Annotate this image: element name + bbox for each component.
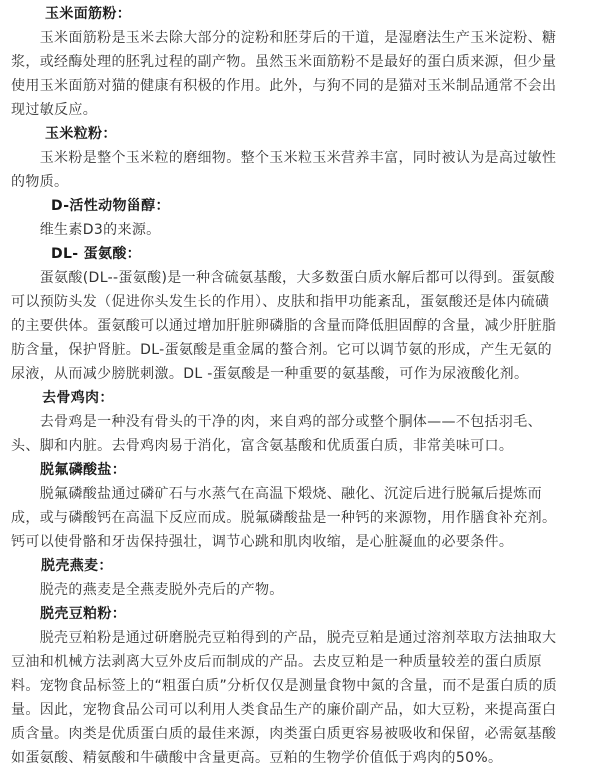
paragraph-line: 脱壳豆粕粉是通过研磨脱壳豆粕得到的产品，脱壳豆粕是通过溶剂萃取方法抽取大 xyxy=(11,630,557,646)
section-heading: DL- 蛋氨酸： xyxy=(51,246,142,262)
section-d-activated-sterol xyxy=(11,194,590,242)
paragraph-line: 豆油和机械方法剥离大豆外皮后而制成的产品。去皮豆粕是一种质量较差的蛋白质原 xyxy=(11,654,542,670)
paragraph-line: 维生素D3的来源。 xyxy=(11,222,161,238)
paragraph-line: 可以预防头发（促进你头发生长的作用）、皮肤和指甲功能紊乱，蛋氨酸还是体内硫磺 xyxy=(11,294,550,310)
paragraph-line: 如蛋氨酸、精氨酸和牛磺酸中含量更高。豆粕的生物学价值低于鸡肉的50%。 xyxy=(11,750,503,766)
section-heading: 脱壳豆粕粉： xyxy=(40,606,127,622)
section-paragraph xyxy=(11,578,590,602)
section-paragraph xyxy=(11,26,590,122)
paragraph-line: 玉米面筋粉是玉米去除大部分的淀粉和胚芽后的干道，是湿磨法生产玉米淀粉、糖 xyxy=(11,30,557,46)
section-heading: 玉米面筋粉： xyxy=(45,6,132,22)
paragraph-line: 脱氟磷酸盐通过磷矿石与水蒸气在高温下煅烧、融化、沉淀后进行脱氟后提炼而 xyxy=(11,486,542,502)
paragraph-line: 尿液，从而减少膀胱刺激。DL -蛋氨酸是一种重要的氨基酸，可作为尿液酸化剂。 xyxy=(11,366,529,382)
section-paragraph xyxy=(11,410,590,458)
section-paragraph xyxy=(11,266,590,386)
section-heading: D-活性动物甾醇： xyxy=(51,198,170,214)
paragraph-line: 蛋氨酸(DL--蛋氨酸)是一种含硫氨基酸，大多数蛋白质水解后都可以得到。蛋氨酸 xyxy=(11,270,555,286)
paragraph-line: 玉米粉是整个玉米粒的磨细物。整个玉米粒玉米营养丰富，同时被认为是高过敏性 xyxy=(11,150,557,166)
paragraph-line: 使用玉米面筋对猫的健康有积极的作用。此外，与狗不同的是猫对玉米制品通常不会出 xyxy=(11,78,557,94)
section-hulled-oats xyxy=(11,554,590,602)
paragraph-line: 脱壳的燕麦是全燕麦脱外壳后的产物。 xyxy=(11,582,284,598)
paragraph-line: 头、脚和内脏。去骨鸡肉易于消化，富含氨基酸和优质蛋白质，非常美味可口。 xyxy=(11,438,514,454)
paragraph-line: 钙可以使骨骼和牙齿保持强壮，调节心跳和肌肉收缩，是心脏凝血的必要条件。 xyxy=(11,534,514,550)
section-heading: 去骨鸡肉： xyxy=(42,390,114,406)
paragraph-line: 的主要供体。蛋氨酸可以通过增加肝脏卵磷脂的含量而降低胆固醇的含量，减少肝脏脂 xyxy=(11,318,557,334)
paragraph-line: 成，或与磷酸钙在高温下反应而成。脱氟磷酸盐是一种钙的来源物，用作膳食补充剂。 xyxy=(11,510,557,526)
paragraph-line: 量。因此，宠物食品公司可以利用人类食品生产的廉价副产品，如大豆粉，来提高蛋白 xyxy=(11,702,557,718)
section-paragraph xyxy=(11,482,590,554)
section-paragraph xyxy=(11,218,590,242)
paragraph-line: 浆，或经酶处理的胚乳过程的副产物。虽然玉米面筋粉不是最好的蛋白质来源，但少量 xyxy=(11,54,557,70)
paragraph-line: 去骨鸡是一种没有骨头的干净的肉，来自鸡的部分或整个胴体——不包括羽毛、 xyxy=(11,414,542,430)
section-dl-methionine xyxy=(11,242,590,386)
section-deboned-chicken xyxy=(11,386,590,458)
section-paragraph xyxy=(11,626,590,770)
section-heading: 脱壳燕麦： xyxy=(41,558,113,574)
section-paragraph xyxy=(11,146,590,194)
section-corn-gluten-meal xyxy=(11,2,590,122)
paragraph-line: 质含量。肉类是优质蛋白质的最佳来源，肉类蛋白质更容易被吸收和保留，必需氨基酸 xyxy=(11,726,557,742)
paragraph-line: 的物质。 xyxy=(11,174,69,190)
section-ground-corn xyxy=(11,122,590,194)
section-defluorinated-phosphate xyxy=(11,458,590,554)
section-heading: 脱氟磷酸盐： xyxy=(40,462,127,478)
paragraph-line: 现过敏反应。 xyxy=(11,102,98,118)
paragraph-line: 料。宠物食品标签上的“粗蛋白质”分析仅仅是测量食物中氮的含量，而不是蛋白质的质 xyxy=(11,678,558,694)
section-dehulled-soybean-meal xyxy=(11,602,590,770)
paragraph-line: 肪含量，保护肾脏。DL-蛋氨酸是重金属的螯合剂。它可以调节氨的形成，产生无氨的 xyxy=(11,342,553,358)
section-heading: 玉米粒粉： xyxy=(45,126,117,142)
